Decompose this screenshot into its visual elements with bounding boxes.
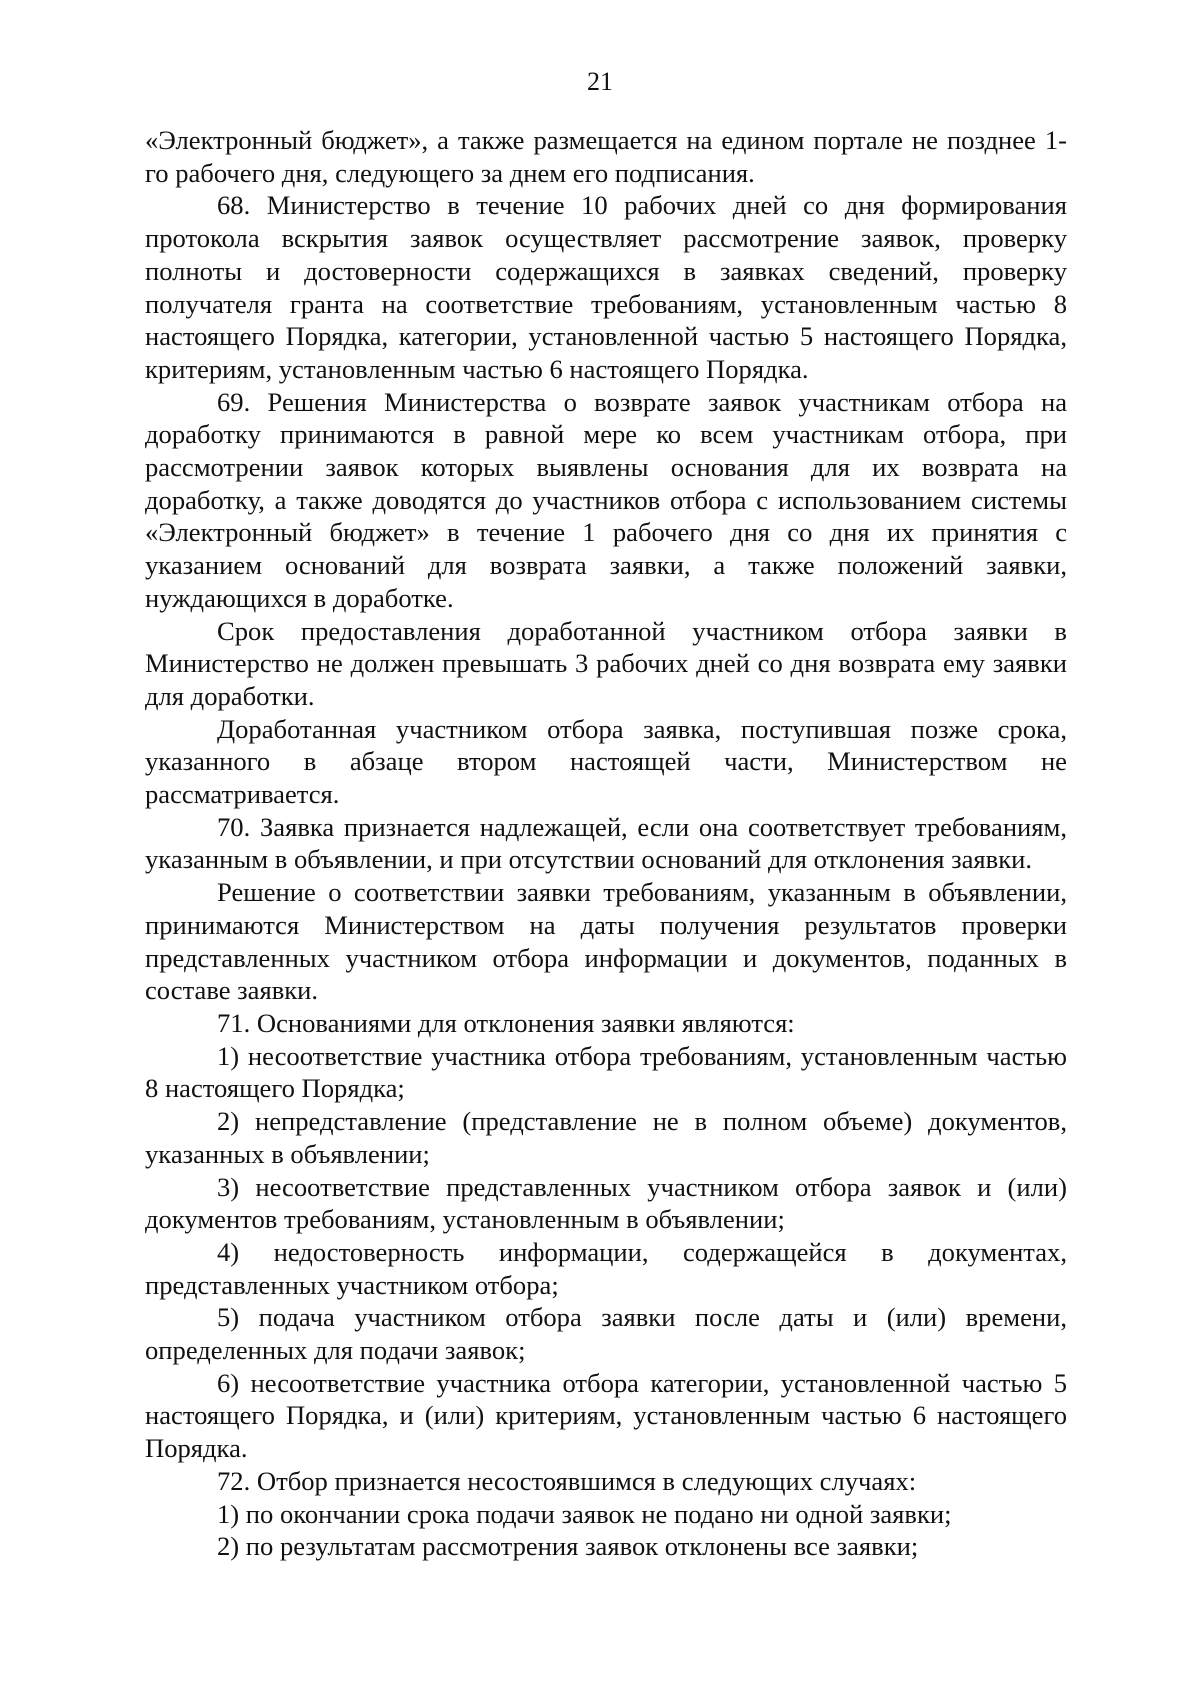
list-item-71-6: 6) несоответствие участника отбора категории, установленной частью 5 настоящего Порядка, и (или) критериям, установленным частью 6 настоящего Порядка. [145, 1367, 1067, 1464]
paragraph-72: 72. Отбор признается несостоявшимся в следующих случаях: [217, 1465, 917, 1496]
list-item-72-2: 2) по результатам рассмотрения заявок отклонены все заявки; [217, 1531, 919, 1562]
paragraph-69-term: Срок предоставления доработанной участником отбора заявки в Министерство не должен превышать 3 рабочих дней со дня возврата ему заявки для доработки. [145, 615, 1067, 711]
list-item-71-5: 5) подача участником отбора заявки после даты и (или) времени, определенных для подачи заявок; [145, 1302, 1067, 1366]
paragraph-71: 71. Основаниями для отклонения заявки являются: [217, 1007, 795, 1038]
paragraph-70: 70. Заявка признается надлежащей, если она соответствует требованиям, указанным в объявлении, и при отсутствии оснований для отклонения заявки. [145, 811, 1067, 875]
list-item-72-1: 1) по окончании срока подачи заявок не подано ни одной заявки; [217, 1498, 952, 1529]
page-number: 21 [587, 67, 613, 96]
paragraph-68: 68. Министерство в течение 10 рабочих дней со дня формирования протокола вскрытия заявок осуществляет рассмотрение заявок, проверку полноты и достоверности содержащихся в заявках сведений, проверку получателя гранта на соответствие требованиям, установленным частью 8 настоящего Порядка, категории, установленной частью 5 настоящего Порядка, критериям, установленным частью 6 настоящего Порядка. [145, 190, 1067, 384]
list-item-71-1: 1) несоответствие участника отбора требованиям, установленным частью 8 настоящего Порядка; [145, 1040, 1067, 1104]
paragraph-continuation: «Электронный бюджет», а также размещается на едином портале не позднее 1-го рабочего дня, следующего за днем его подписания. [145, 125, 1067, 188]
paragraph-69: 69. Решения Министерства о возврате заявок участникам отбора на доработку принимаются в равной мере ко всем участникам отбора, при рассмотрении заявок которых выявлены основания для их возврата на доработку, а также доводятся до участников отбора с использованием системы «Электронный бюджет» в течение 1 рабочего дня со дня их принятия с указанием оснований для возврата заявки, а также положений заявки, нуждающихся в доработке. [145, 386, 1067, 613]
document-body [145, 124, 1067, 1563]
list-item-71-3: 3) несоответствие представленных участником отбора заявок и (или) документов требованиям, установленным в объявлении; [145, 1171, 1067, 1235]
paragraph-70-decision: Решение о соответствии заявки требованиям, указанным в объявлении, принимаются Министерством на даты получения результатов проверки представленных участником отбора информации и документов, поданных в составе заявки. [145, 877, 1067, 1006]
list-item-71-2: 2) непредставление (представление не в полном объеме) документов, указанных в объявлении; [145, 1106, 1067, 1169]
paragraph-69-late: Доработанная участником отбора заявка, поступившая позже срока, указанного в абзаце втором настоящей части, Министерством не рассматривается. [145, 713, 1067, 810]
list-item-71-4: 4) недостоверность информации, содержащейся в документах, представленных участником отбора; [145, 1236, 1067, 1300]
